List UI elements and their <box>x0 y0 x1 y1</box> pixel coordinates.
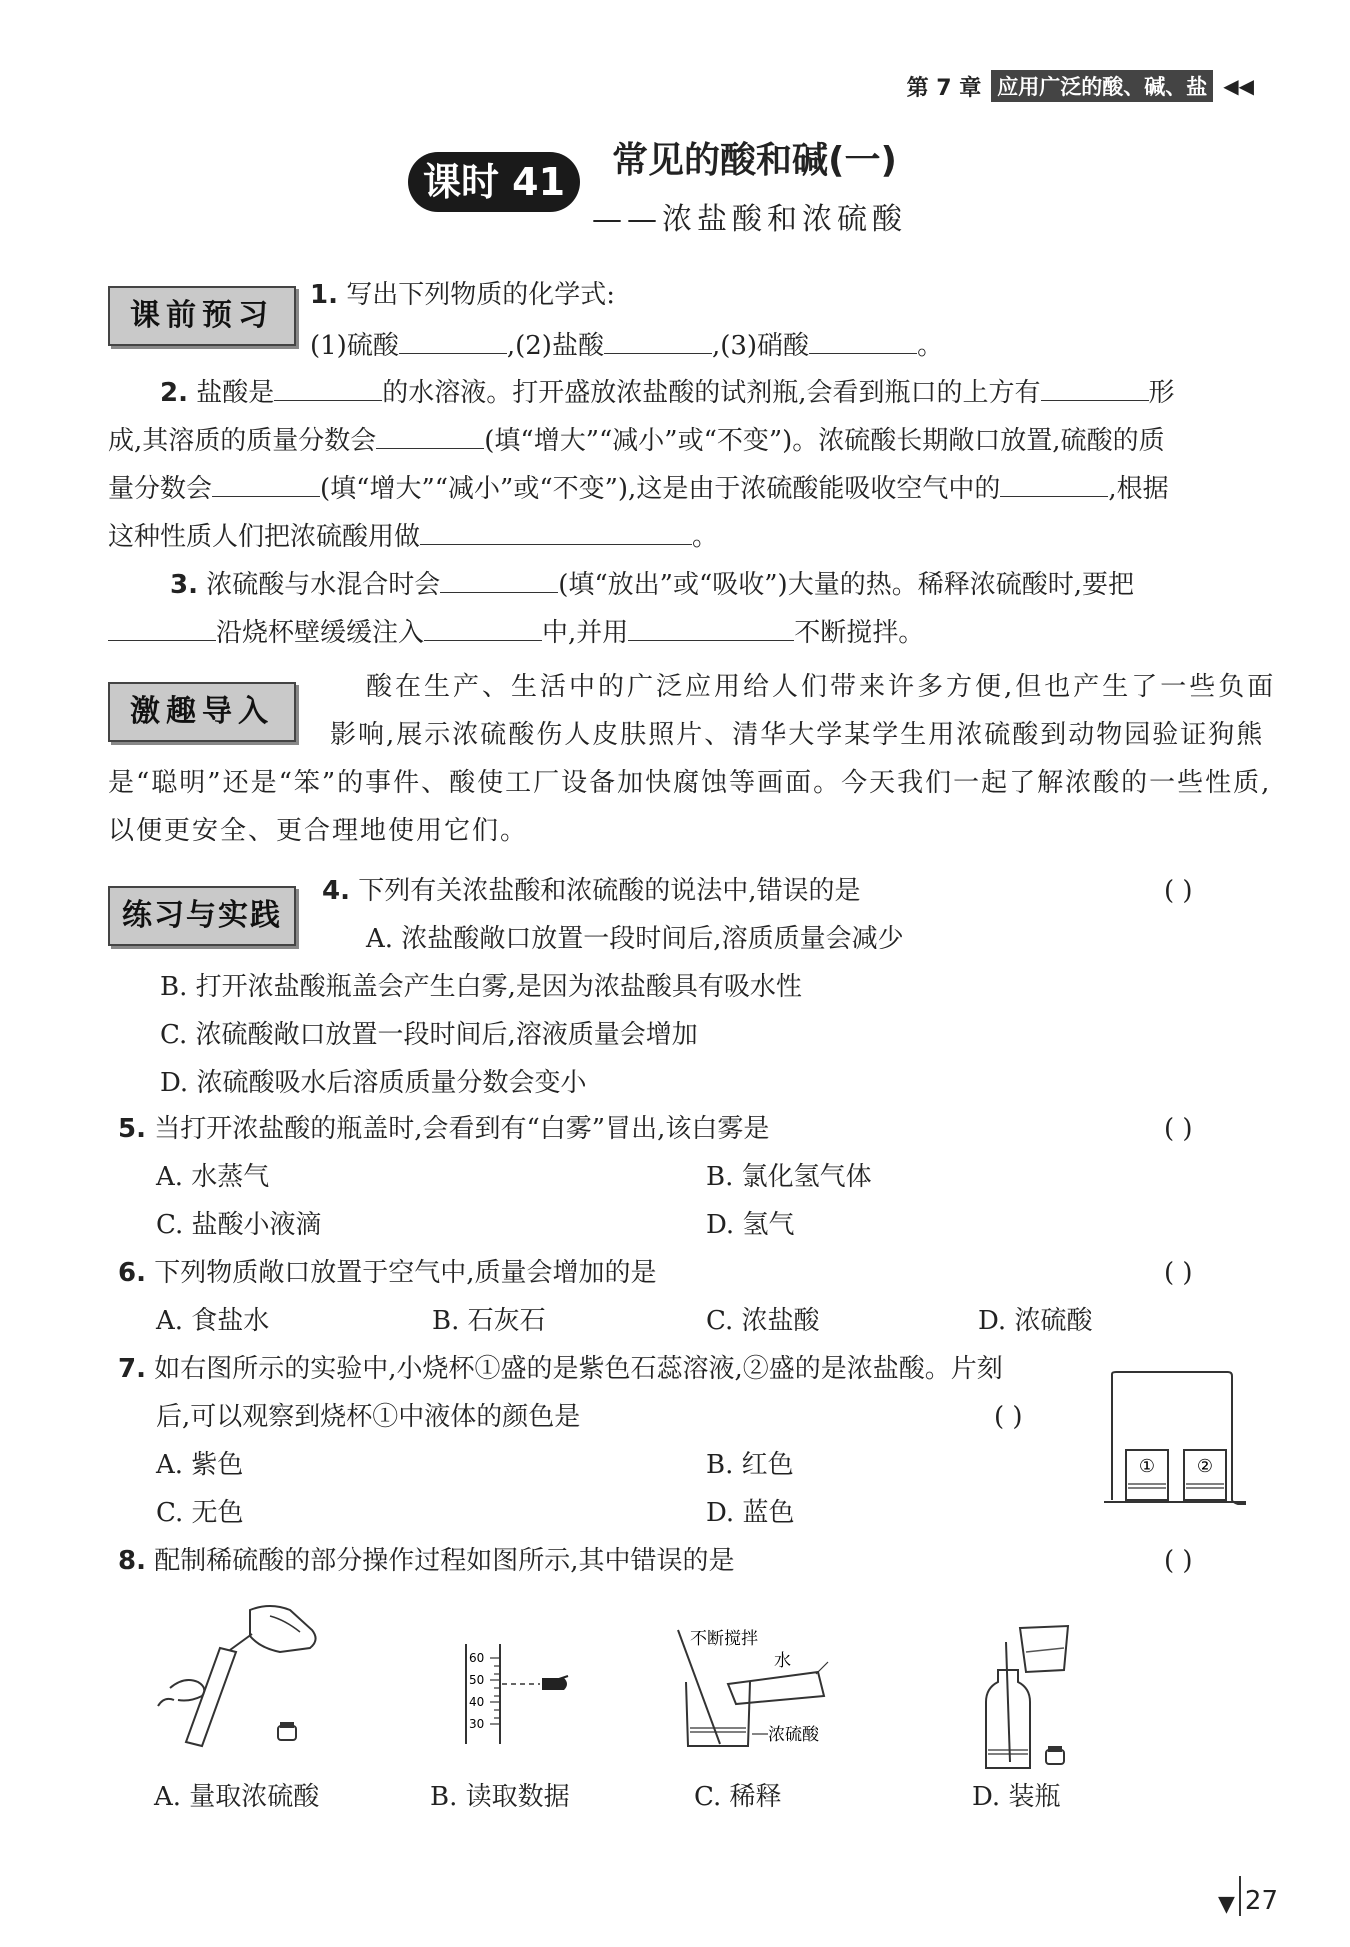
q6-stem-text: 下列物质敞口放置于空气中,质量会增加的是 <box>154 1258 657 1288</box>
q7-answer-paren[interactable]: ( ) <box>994 1402 1023 1432</box>
q3-text-2a: 沿烧杯壁缓缓注入 <box>216 618 425 648</box>
q4-option-a: A. 浓盐酸敞口放置一段时间后,溶质质量会减少 <box>366 924 904 954</box>
q7-option-c: C. 无色 <box>156 1498 244 1528</box>
q7-option-b: B. 红色 <box>706 1450 794 1480</box>
q2-blank-6[interactable] <box>420 514 692 545</box>
q3-number: 3. <box>170 570 198 600</box>
q1-label-b: ,(2)盐酸 <box>506 331 604 361</box>
lesson-subtitle: ——浓盐酸和浓硫酸 <box>592 202 907 237</box>
q2-text-3c: ,根据 <box>1108 474 1169 504</box>
q3-line-1 <box>170 562 1134 604</box>
q5-option-d: D. 氢气 <box>706 1210 795 1240</box>
section-label-preview: 课前预习 <box>108 286 296 346</box>
q1-stem <box>310 276 615 314</box>
q8-caption-a: A. 量取浓硫酸 <box>154 1782 320 1812</box>
q2-text-1b: 的水溶液。打开盛放浓盐酸的试剂瓶,会看到瓶口的上方有 <box>382 378 1041 408</box>
q5-number: 5. <box>118 1114 146 1144</box>
q8-acid-label: 浓硫酸 <box>768 1725 819 1744</box>
q3-blank-2[interactable] <box>108 610 216 641</box>
q4-option-c: C. 浓硫酸敞口放置一段时间后,溶液质量会增加 <box>160 1020 698 1050</box>
q7-stem-2: 后,可以观察到烧杯①中液体的颜色是 <box>156 1402 581 1432</box>
q7-beaker-2-label: ② <box>1196 1456 1214 1477</box>
q6-number: 6. <box>118 1258 146 1288</box>
q2-blank-5[interactable] <box>1000 466 1108 497</box>
q5-option-a: A. 水蒸气 <box>156 1162 270 1192</box>
q6-option-d: D. 浓硫酸 <box>978 1306 1093 1336</box>
q2-line-3 <box>108 466 1169 508</box>
q2-blank-2[interactable] <box>1041 370 1149 401</box>
q4-number: 4. <box>322 876 350 906</box>
q5-stem-text: 当打开浓盐酸的瓶盖时,会看到有“白雾”冒出,该白雾是 <box>154 1114 770 1144</box>
q4-answer-paren[interactable]: ( ) <box>1164 876 1193 906</box>
q6-option-c: C. 浓盐酸 <box>706 1306 820 1336</box>
intro-line-2: 影响,展示浓硫酸伤人皮肤照片、清华大学某学生用浓硫酸到动物园验证狗熊 <box>330 720 1265 750</box>
q4-option-b: B. 打开浓盐酸瓶盖会产生白雾,是因为浓盐酸具有吸水性 <box>160 972 802 1002</box>
q6-option-a: A. 食盐水 <box>156 1306 270 1336</box>
q8-tick-50: 50 <box>469 1673 485 1687</box>
q7-beaker-1-label: ① <box>1138 1456 1156 1477</box>
q7-stem-text-1: 如右图所示的实验中,小烧杯①盛的是紫色石蕊溶液,②盛的是浓盐酸。片刻 <box>154 1354 1003 1384</box>
q2-text-1c: 形 <box>1148 378 1175 408</box>
q3-blank-4[interactable] <box>628 610 794 641</box>
q8-stir-label: 不断搅拌 <box>690 1629 758 1648</box>
q2-text-3a: 量分数会 <box>108 474 213 504</box>
q4-stem <box>322 872 861 910</box>
q2-blank-4[interactable] <box>212 466 320 497</box>
q4-stem-text: 下列有关浓盐酸和浓硫酸的说法中,错误的是 <box>358 876 861 906</box>
q2-text-1a: 盐酸是 <box>196 378 275 408</box>
q1-blanks <box>310 323 943 365</box>
q5-stem <box>118 1110 769 1148</box>
q8-stem <box>118 1542 735 1580</box>
double-arrow-icon: ◀◀ <box>1223 74 1254 98</box>
q2-text-4a: 这种性质人们把浓硫酸用做 <box>108 522 421 552</box>
q7-stem-1 <box>118 1350 1003 1388</box>
intro-line-4: 以便更安全、更合理地使用它们。 <box>108 816 529 846</box>
q5-answer-paren[interactable]: ( ) <box>1164 1114 1193 1144</box>
q2-text-2b: (填“增大”“减小”或“不变”)。浓硫酸长期敞口放置,硫酸的质 <box>484 426 1165 456</box>
q2-line-4 <box>108 514 718 556</box>
q8-stem-text: 配制稀硫酸的部分操作过程如图所示,其中错误的是 <box>154 1546 735 1576</box>
q1-label-a: (1)硫酸 <box>310 331 399 361</box>
chapter-header <box>907 70 1254 102</box>
q6-stem <box>118 1254 657 1292</box>
q2-number: 2. <box>160 378 188 408</box>
q8-figure-d-bottling <box>966 1622 1096 1772</box>
q3-text-1a: 浓硫酸与水混合时会 <box>206 570 441 600</box>
q8-figure-c-dilution <box>668 1622 858 1762</box>
q8-tick-30: 30 <box>469 1717 485 1731</box>
page-number-divider <box>1239 1876 1241 1916</box>
q8-caption-d: D. 装瓶 <box>972 1782 1061 1812</box>
q8-number: 8. <box>118 1546 146 1576</box>
q8-answer-paren[interactable]: ( ) <box>1164 1546 1193 1576</box>
q8-figure-a-pouring <box>150 1596 350 1756</box>
q2-text-2a: 成,其溶质的质量分数会 <box>108 426 377 456</box>
q1-number: 1. <box>310 280 338 310</box>
q1-blank-c[interactable] <box>809 323 917 354</box>
q2-blank-3[interactable] <box>376 418 484 449</box>
q8-tick-60: 60 <box>469 1651 485 1665</box>
q6-option-b: B. 石灰石 <box>432 1306 546 1336</box>
q1-blank-a[interactable] <box>399 323 507 354</box>
q1-end: 。 <box>917 331 944 361</box>
q5-option-c: C. 盐酸小液滴 <box>156 1210 322 1240</box>
chapter-number: 第 7 章 <box>906 75 982 101</box>
q2-text-4b: 。 <box>692 522 719 552</box>
q1-blank-b[interactable] <box>604 323 712 354</box>
q2-blank-1[interactable] <box>274 370 382 401</box>
q1-label-c: ,(3)硝酸 <box>711 331 810 361</box>
q8-caption-c: C. 稀释 <box>694 1782 782 1812</box>
lesson-badge <box>408 152 580 212</box>
q3-blank-3[interactable] <box>424 610 542 641</box>
q8-caption-b: B. 读取数据 <box>430 1782 570 1812</box>
chapter-title: 应用广泛的酸、碱、盐 <box>991 70 1213 102</box>
q3-blank-1[interactable] <box>440 562 558 593</box>
q2-text-3b: (填“增大”“减小”或“不变”),这是由于浓硫酸能吸收空气中的 <box>320 474 1001 504</box>
intro-line-1: 酸在生产、生活中的广泛应用给人们带来许多方便,但也产生了一些负面 <box>366 672 1277 702</box>
q3-text-1b: (填“放出”或“吸收”)大量的热。稀释浓硫酸时,要把 <box>558 570 1134 600</box>
q7-number: 7. <box>118 1354 146 1384</box>
intro-line-3: 是“聪明”还是“笨”的事件、酸使工厂设备加快腐蚀等画面。今天我们一起了解浓酸的一些性质, <box>108 768 1272 798</box>
q4-option-d: D. 浓硫酸吸水后溶质质量分数会变小 <box>160 1068 587 1098</box>
q6-answer-paren[interactable]: ( ) <box>1164 1258 1193 1288</box>
q8-water-label: 水 <box>774 1651 791 1670</box>
triangle-down-icon: ▼ <box>1218 1892 1235 1917</box>
page-number: 27 <box>1244 1886 1279 1916</box>
q7-option-a: A. 紫色 <box>156 1450 244 1480</box>
q2-line-2 <box>108 418 1165 460</box>
q7-bell-jar-figure <box>1100 1368 1250 1508</box>
q3-text-2b: 中,并用 <box>542 618 629 648</box>
q5-option-b: B. 氯化氢气体 <box>706 1162 872 1192</box>
q2-line-1 <box>160 370 1175 412</box>
q7-option-d: D. 蓝色 <box>706 1498 795 1528</box>
section-label-intro: 激趣导入 <box>108 682 296 742</box>
section-label-practice: 练习与实践 <box>108 886 296 946</box>
q8-figure-b-reading <box>460 1640 590 1750</box>
q3-line-2 <box>108 610 924 652</box>
q1-stem-text: 写出下列物质的化学式: <box>346 280 615 310</box>
lesson-badge-text: 课时 41 <box>422 160 566 204</box>
lesson-title: 常见的酸和碱(一) <box>612 140 897 181</box>
page-number-area <box>1218 1876 1278 1916</box>
q3-text-2c: 不断搅拌。 <box>794 618 925 648</box>
q8-tick-40: 40 <box>469 1695 485 1709</box>
